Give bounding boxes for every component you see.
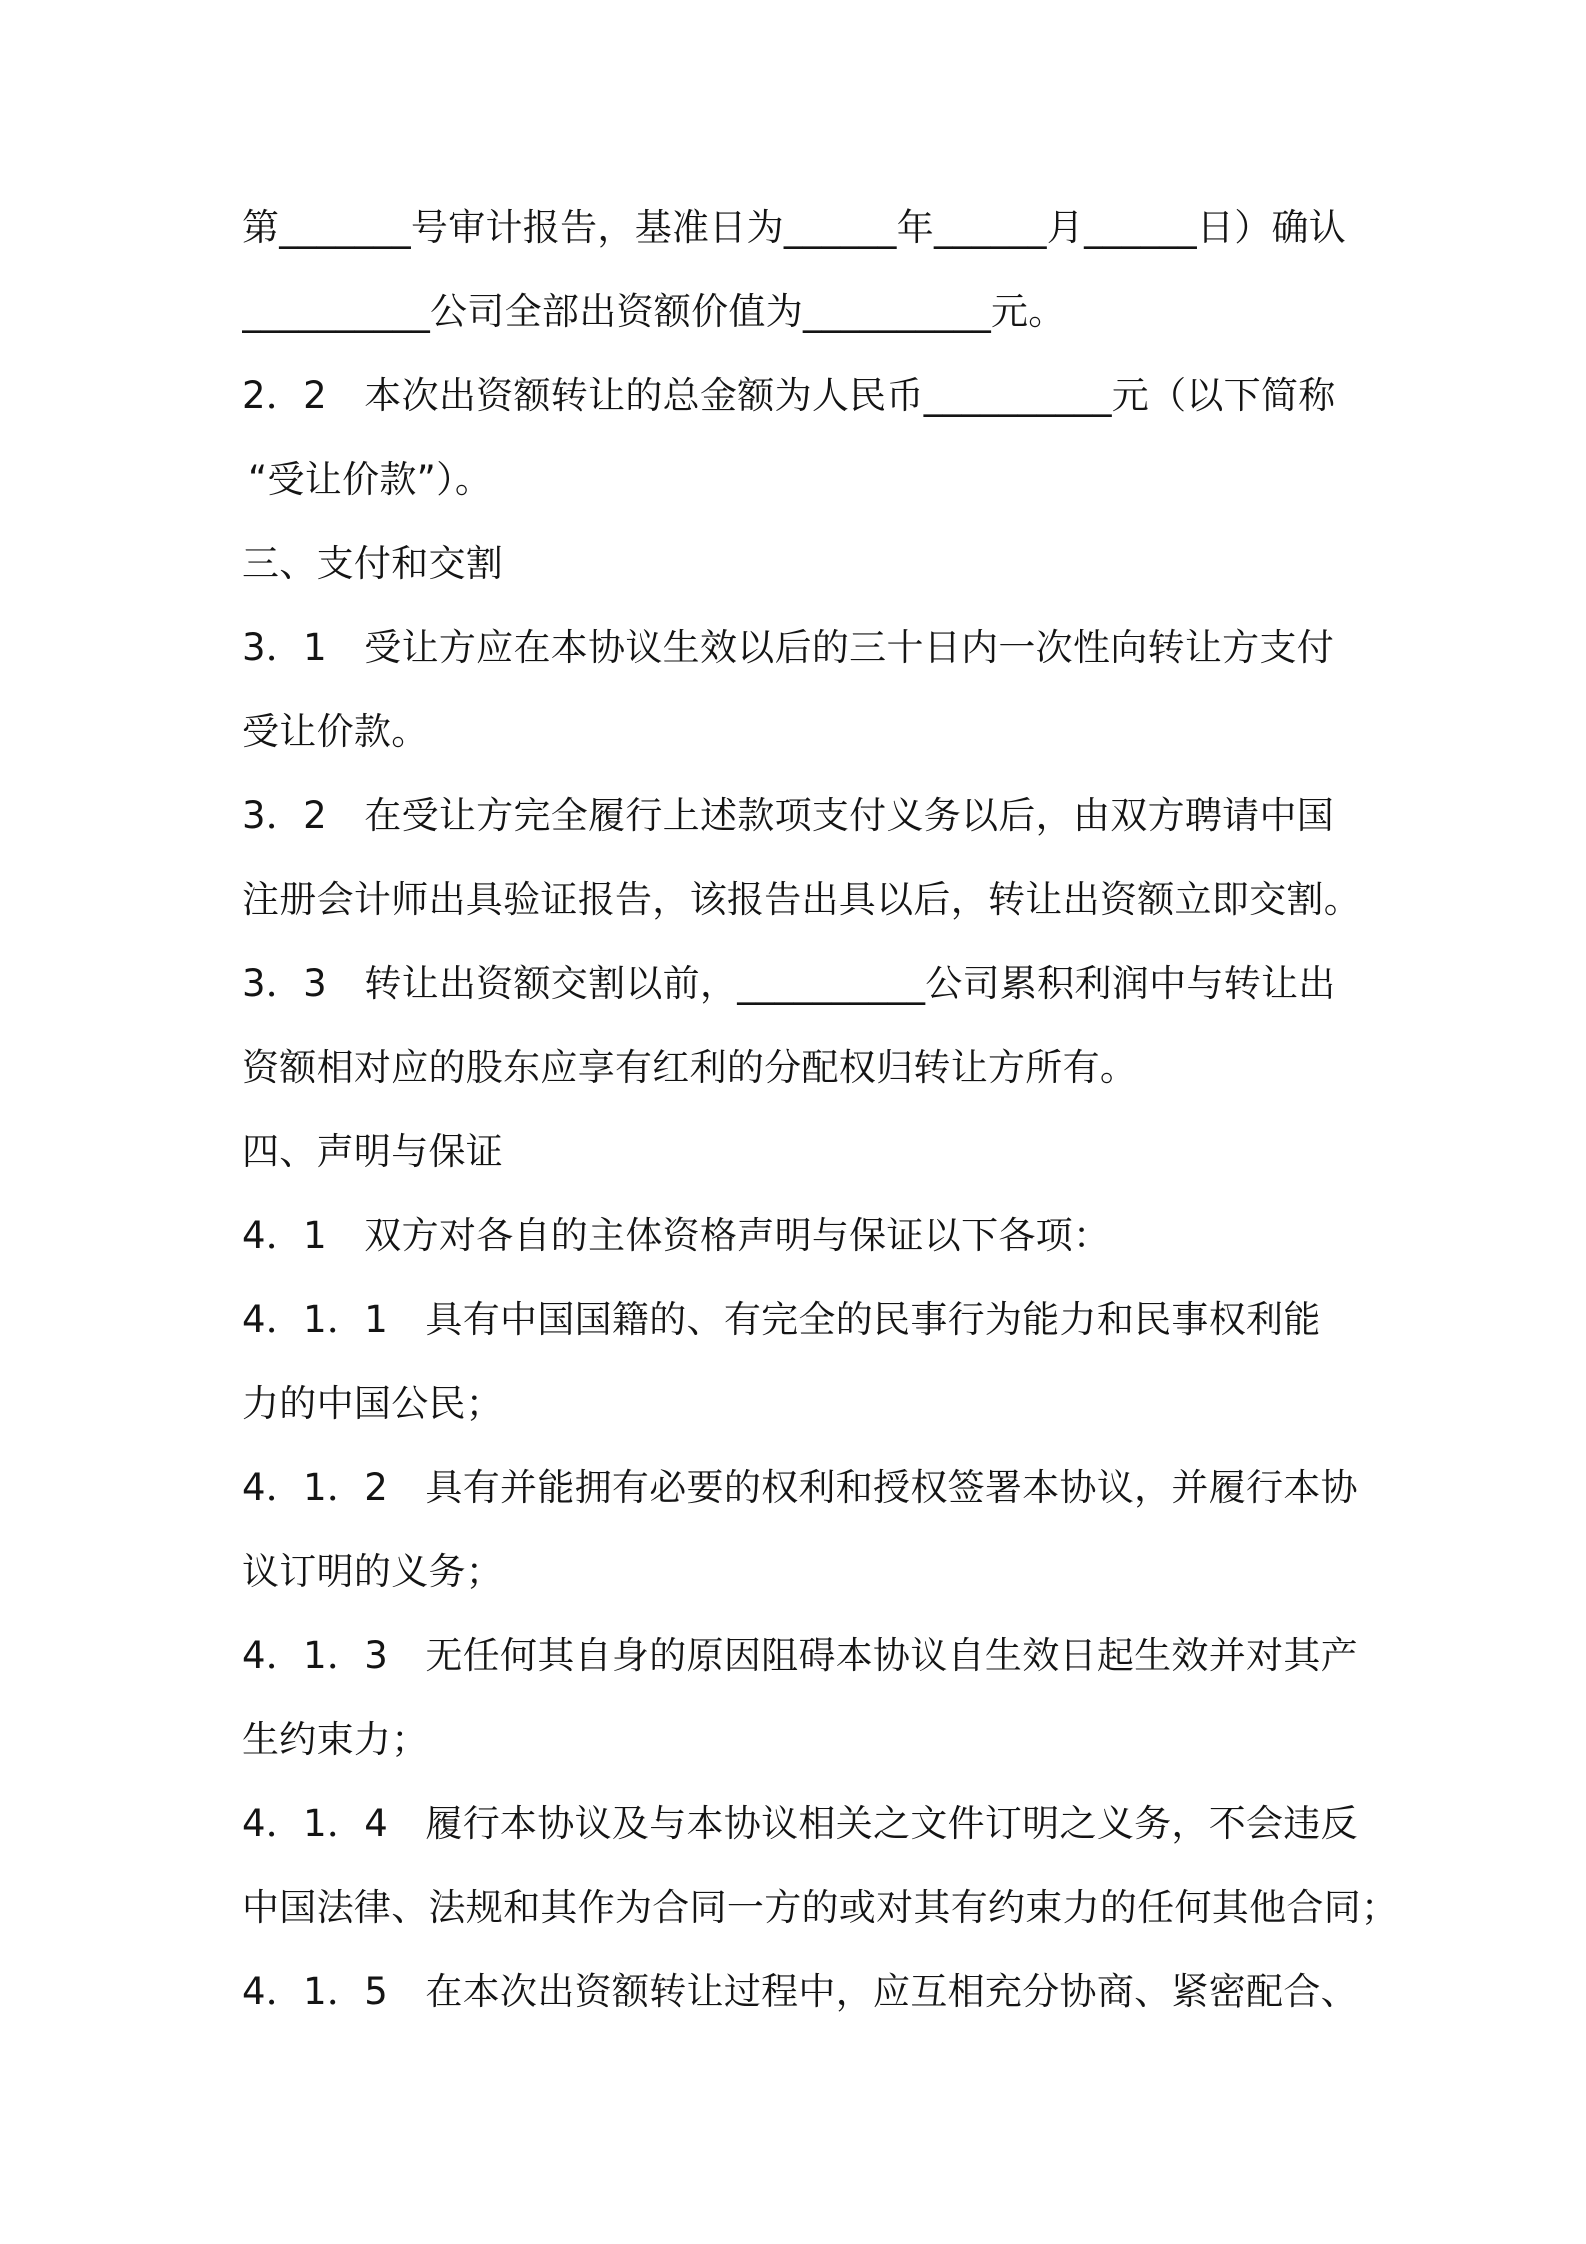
- text-line: 注册会计师出具验证报告，该报告出具以后，转让出资额立即交割。: [242, 878, 1361, 921]
- text-line: 受让价款。: [242, 710, 429, 753]
- clause-3-3: [242, 942, 1466, 1110]
- section-heading: 四、声明与保证: [242, 1130, 504, 1173]
- clause-3-1: [242, 606, 1466, 774]
- text-line: 资额相对应的股东应享有红利的分配权归转让方所有。: [242, 1046, 1138, 1089]
- text-line: 中国法律、法规和其作为合同一方的或对其有约束力的任何其他合同；: [242, 1886, 1399, 1929]
- clause-4-1-2: [242, 1446, 1466, 1614]
- text-line: 4．1 双方对各自的主体资格声明与保证以下各项：: [242, 1214, 1111, 1257]
- text-line: 3．2 在受让方完全履行上述款项支付义务以后，由双方聘请中国: [242, 794, 1335, 837]
- text-line: 4．1．5 在本次出资额转让过程中，应互相充分协商、紧密配合、: [242, 1970, 1358, 2013]
- clause-3-2: [242, 774, 1466, 942]
- clause-2-2: [242, 354, 1466, 522]
- text-line: 生约束力；: [242, 1718, 429, 1761]
- text-line: “受让价款”）。: [248, 458, 493, 501]
- text-line: 4．1．2 具有并能拥有必要的权利和授权签署本协议，并履行本协: [242, 1466, 1358, 1509]
- text-line: 3．1 受让方应在本协议生效以后的三十日内一次性向转让方支付: [242, 626, 1335, 669]
- text-line: 4．1．3 无任何其自身的原因阻碍本协议自生效日起生效并对其产: [242, 1634, 1358, 1677]
- text-line: 3．3 转让出资额交割以前，__________公司累积利润中与转让出: [242, 962, 1336, 1005]
- text-line: 议订明的义务；: [242, 1550, 504, 1593]
- clause-4-1-3: [242, 1614, 1466, 1782]
- text-line: 4．1．4 履行本协议及与本协议相关之文件订明之义务，不会违反: [242, 1802, 1358, 1845]
- section-heading-3: [242, 522, 1466, 606]
- text-line: 第_______号审计报告，基准日为______年______月______日）确认: [242, 206, 1347, 249]
- clause-2-1-continued: [242, 186, 1466, 354]
- clause-4-1: [242, 1194, 1466, 1278]
- clause-4-1-4: [242, 1782, 1466, 1950]
- text-line: 2．2 本次出资额转让的总金额为人民币__________元（以下简称: [242, 374, 1336, 417]
- section-heading: 三、支付和交割: [242, 542, 504, 585]
- clause-4-1-1: [242, 1278, 1466, 1446]
- clause-4-1-5: [242, 1950, 1466, 2034]
- text-line: __________公司全部出资额价值为__________元。: [242, 290, 1066, 333]
- section-heading-4: [242, 1110, 1466, 1194]
- text-line: 4．1．1 具有中国国籍的、有完全的民事行为能力和民事权利能: [242, 1298, 1321, 1341]
- text-line: 力的中国公民；: [242, 1382, 504, 1425]
